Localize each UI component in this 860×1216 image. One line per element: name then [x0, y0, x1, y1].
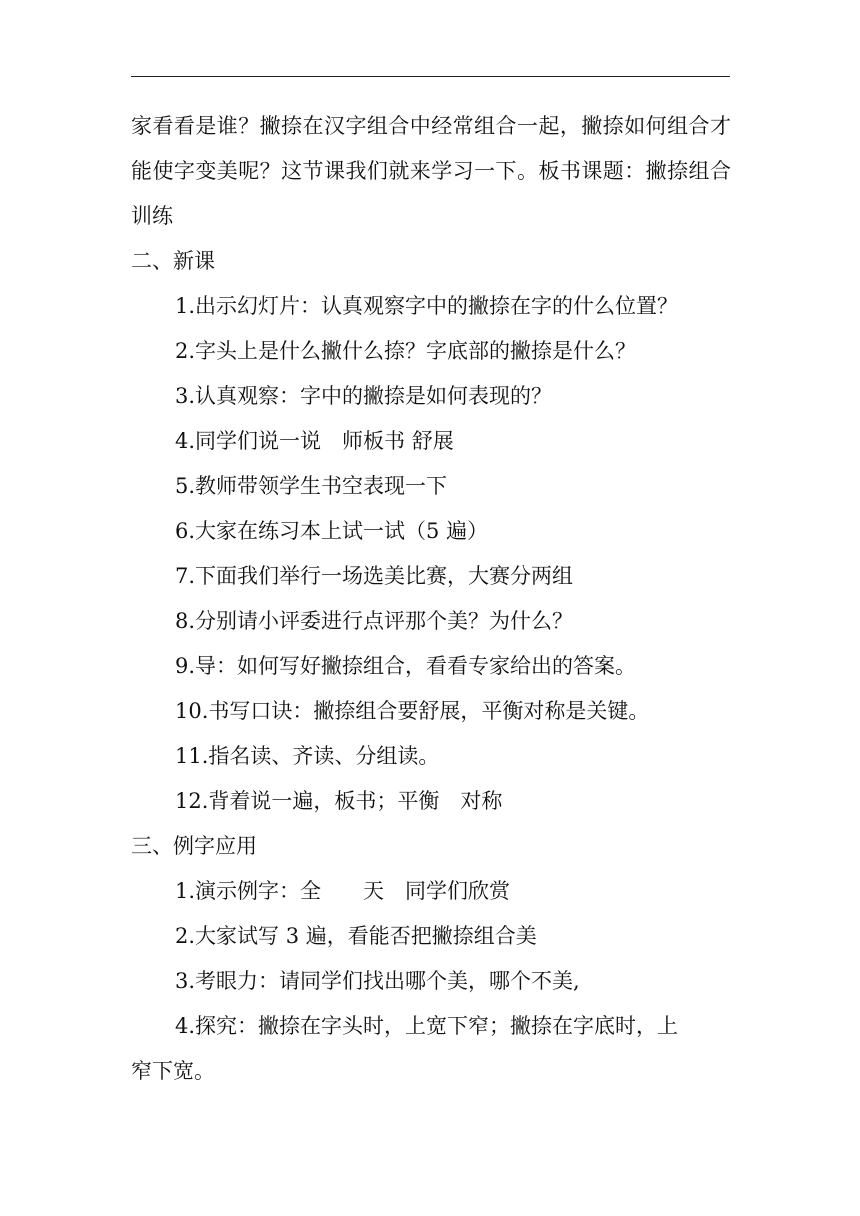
document-body	[131, 104, 731, 1094]
list-item: 1.演示例字：全 天 同学们欣赏	[175, 879, 511, 903]
list-item-explore-line2: 窄下宽。	[131, 1059, 215, 1083]
list-item: 1.出示幻灯片：认真观察字中的撇捺在字的什么位置？	[175, 294, 679, 318]
list-item-explore	[131, 1004, 731, 1094]
list-item: 11.指名读、齐读、分组读。	[175, 744, 440, 768]
section-heading-new-lesson: 二、新课	[131, 249, 215, 273]
list-item-explore-line1: 4.探究：撇捺在字头时，上宽下窄；撇捺在字底时，上	[175, 1014, 679, 1038]
list-item: 12.背着说一遍，板书；平衡 对称	[175, 789, 503, 813]
list-item: 9.导：如何写好撇捺组合，看看专家给出的答案。	[175, 654, 637, 678]
list-item: 2.大家试写 3 遍，看能否把撇捺组合美	[175, 924, 537, 948]
list-item: 6.大家在练习本上试一试（5 遍）	[175, 519, 489, 543]
intro-paragraph: 家看看是谁？撇捺在汉字组合中经常组合一起，撇捺如何组合才能使字变美呢？这节课我们就来学习一下。板书课题：撇捺组合训练	[131, 114, 731, 228]
list-item: 10.书写口诀：撇捺组合要舒展，平衡对称是关键。	[175, 699, 650, 723]
list-item: 2.字头上是什么撇什么捺？字底部的撇捺是什么？	[175, 339, 637, 363]
list-item: 7.下面我们举行一场选美比赛，大赛分两组	[175, 564, 574, 588]
list-item: 8.分别请小评委进行点评那个美？为什么？	[175, 609, 574, 633]
list-item: 3.认真观察：字中的撇捺是如何表现的？	[175, 384, 553, 408]
header-rule	[131, 76, 730, 77]
list-item: 4.同学们说一说 师板书 舒展	[175, 429, 454, 453]
list-item: 3.考眼力：请同学们找出哪个美，哪个不美,	[175, 969, 580, 993]
section-heading-example-characters: 三、例字应用	[131, 834, 257, 858]
list-item: 5.教师带领学生书空表现一下	[175, 474, 448, 498]
